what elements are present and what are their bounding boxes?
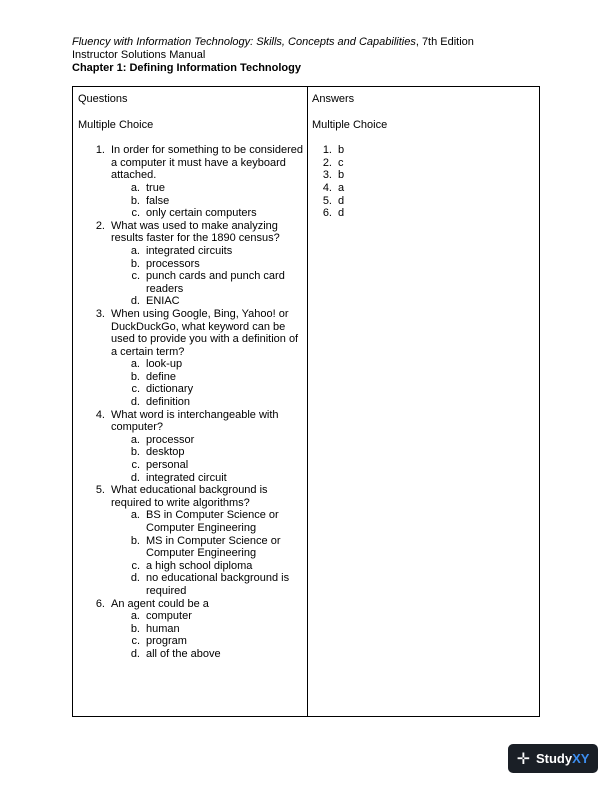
question-text: What was used to make analyzing results faster for the 1890 census? [111,219,280,245]
option-text: definition [146,396,191,409]
answer-item [312,144,532,157]
answer-letter: b [338,169,345,182]
answer-letter: a [338,181,345,194]
question-item [78,598,304,611]
option-item [78,207,304,220]
qa-table [72,86,540,717]
option-text: integrated circuit [146,471,227,484]
option-item [78,472,304,485]
answer-number: 2. [322,156,332,169]
option-text: punch cards and punch card readers [146,270,285,295]
questions-column [78,93,304,661]
question-item [78,220,304,245]
answer-number: 1. [322,144,332,157]
option-letter: b. [130,446,140,459]
option-item [78,535,304,560]
option-item [78,396,304,409]
question-text: An agent could be a [111,597,209,610]
option-letter: b. [130,257,140,270]
option-letter: d. [130,295,140,308]
column-divider [307,87,308,716]
option-item [78,623,304,636]
option-text: false [146,194,170,207]
option-item [78,446,304,459]
question-item [78,409,304,434]
option-letter: d. [130,396,140,409]
answer-letter: c [338,156,344,169]
option-text: true [146,181,165,194]
answer-letter: d [338,207,345,220]
option-text: only certain computers [146,207,257,220]
option-item [78,258,304,271]
option-letter: a. [130,181,140,194]
question-list [78,144,304,660]
option-text: look-up [146,358,183,371]
answer-item [312,157,532,170]
option-text: a high school diploma [146,559,253,572]
option-item [78,383,304,396]
answers-column [312,93,532,220]
book-title: Fluency with Information Technology: Skills, Concepts and Capabilities [72,36,416,48]
option-text: dictionary [146,383,194,396]
manual-title: Instructor Solutions Manual [72,49,206,61]
logo-text-accent: XY [572,751,590,766]
question-item [78,484,304,509]
plus-icon: ✛ [516,750,530,768]
option-letter: b. [130,194,140,207]
option-letter: a. [130,610,140,623]
option-letter: c. [131,270,140,283]
option-item [78,635,304,648]
option-letter: d. [130,647,140,660]
option-item [78,295,304,308]
answer-number: 5. [322,194,332,207]
option-letter: a. [130,244,140,257]
option-item [78,358,304,371]
answer-item [312,182,532,195]
document-header [72,36,474,75]
question-text: In order for something to be considered a computer it must have a keyboard attached. [111,144,304,182]
option-text: personal [146,459,189,472]
option-text: computer [146,610,192,623]
option-item [78,572,304,597]
option-letter: c. [131,459,140,472]
option-text: program [146,635,187,648]
option-item [78,509,304,534]
answer-number: 6. [322,207,332,220]
option-text: MS in Computer Science or Computer Engineering [146,534,281,560]
option-text: human [146,622,180,635]
option-letter: d. [130,471,140,484]
question-number: 3. [95,307,105,320]
option-text: processors [146,257,200,270]
answer-item [312,207,532,220]
answer-item [312,195,532,208]
question-number: 6. [95,597,105,610]
question-text: What educational background is required to write algorithms? [111,484,268,509]
question-item [78,308,304,358]
answers-section-title: Multiple Choice [312,118,388,131]
edition: , 7th Edition [415,36,474,48]
book-title-line [72,36,474,49]
option-letter: c. [131,207,140,220]
question-text: When using Google, Bing, Yahoo! or DuckDuckGo, what keyword can be used to provide you with a definition of a certain term? [111,307,299,358]
question-number: 2. [95,219,105,232]
option-text: BS in Computer Science or Computer Engineering [146,509,279,534]
question-text: What word is interchangeable with computer? [111,408,279,434]
answer-letter: d [338,194,345,207]
answer-list [312,144,532,220]
question-number: 4. [95,408,105,421]
questions-section-title: Multiple Choice [78,118,154,131]
option-item [78,434,304,447]
answer-number: 4. [322,181,332,194]
option-letter: c. [131,635,140,648]
option-letter: c. [131,559,140,572]
option-letter: a. [130,358,140,371]
option-item [78,182,304,195]
option-text: no educational background is required [146,572,290,597]
answers-heading: Answers [312,93,355,105]
option-item [78,610,304,623]
answer-item [312,169,532,182]
studyxy-logo [508,744,598,773]
option-item [78,648,304,661]
option-item [78,459,304,472]
answer-letter: b [338,144,345,157]
question-number: 1. [95,144,105,157]
option-letter: b. [130,534,140,547]
option-letter: b. [130,370,140,383]
option-item [78,195,304,208]
option-text: ENIAC [146,295,180,308]
questions-heading: Questions [78,93,128,105]
option-letter: a. [130,509,140,522]
option-item [78,560,304,573]
option-text: processor [146,433,195,446]
option-text: integrated circuits [146,244,233,257]
option-letter: c. [131,383,140,396]
chapter-title: Chapter 1: Defining Information Technology [72,62,301,74]
question-item [78,144,304,182]
option-item [78,371,304,384]
answer-number: 3. [322,169,332,182]
option-text: define [146,370,176,383]
option-letter: b. [130,622,140,635]
logo-text-main: Study [535,751,573,766]
question-number: 5. [95,484,105,497]
option-item [78,270,304,295]
option-text: desktop [146,446,185,459]
option-text: all of the above [146,647,221,660]
option-letter: a. [130,433,140,446]
option-letter: d. [130,572,140,585]
option-item [78,245,304,258]
